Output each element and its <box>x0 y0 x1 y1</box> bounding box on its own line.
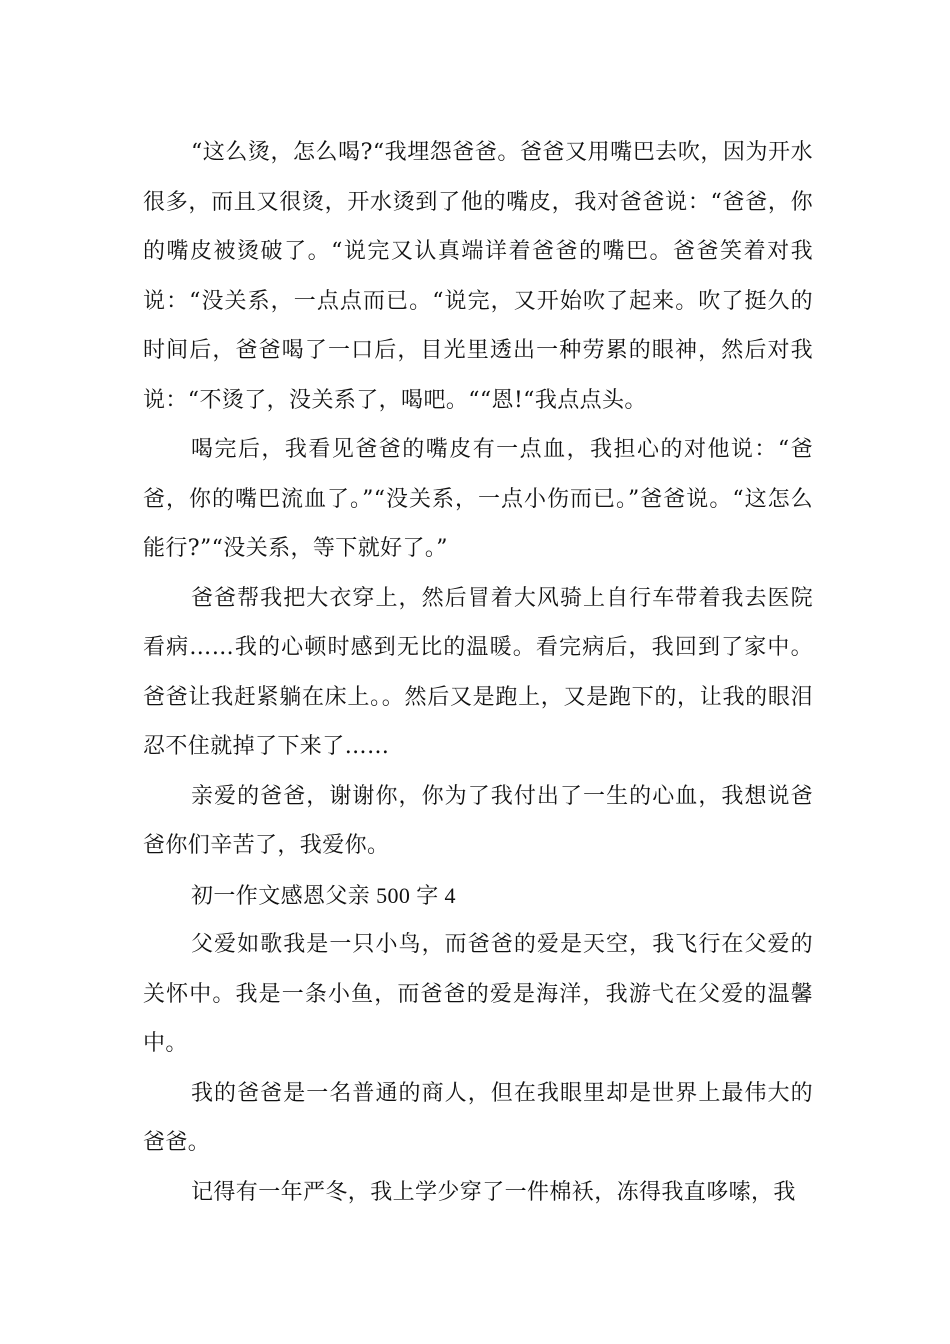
document-body <box>143 128 813 1217</box>
paragraph-4: 亲爱的爸爸，谢谢你，你为了我付出了一生的心血，我想说爸爸你们辛苦了，我爱你。 <box>143 783 813 858</box>
paragraph-3: 爸爸帮我把大衣穿上，然后冒着大风骑上自行车带着我去医院看病……我的心顿时感到无比的温暖。看完病后，我回到了家中。爸爸让我赶紧躺在床上。。然后又是跑上，又是跑下的，让我的眼泪忍不住就掉了下来了…… <box>143 585 813 759</box>
section-heading: 初一作文感恩父亲 500 字 4 <box>191 882 456 908</box>
paragraph-1: “这么烫，怎么喝?“我埋怨爸爸。爸爸又用嘴巴去吹，因为开水很多，而且又很烫，开水烫到了他的嘴皮，我对爸爸说：“爸爸，你的嘴皮被烫破了。“说完又认真端详着爸爸的嘴巴。爸爸笑着对我说：“没关系，一点点而已。“说完，又开始吹了起来。吹了挺久的时间后，爸爸喝了一口后，目光里透出一种劳累的眼神，然后对我说：“不烫了，没关系了，喝吧。““恩!“我点点头。 <box>143 140 813 413</box>
paragraph-2: 喝完后，我看见爸爸的嘴皮有一点血，我担心的对他说：“爸爸，你的嘴巴流血了。”“没关系，一点小伤而已。”爸爸说。“这怎么能行?”“没关系，等下就好了。” <box>143 437 813 561</box>
paragraph-7: 记得有一年严冬，我上学少穿了一件棉袄，冻得我直哆嗦，我 <box>191 1179 796 1205</box>
paragraph-6: 我的爸爸是一名普通的商人，但在我眼里却是世界上最伟大的爸爸。 <box>143 1080 813 1155</box>
paragraph-5: 父爱如歌我是一只小鸟，而爸爸的爱是天空，我飞行在父爱的关怀中。我是一条小鱼，而爸爸的爱是海洋，我游弋在父爱的温馨中。 <box>143 932 813 1056</box>
